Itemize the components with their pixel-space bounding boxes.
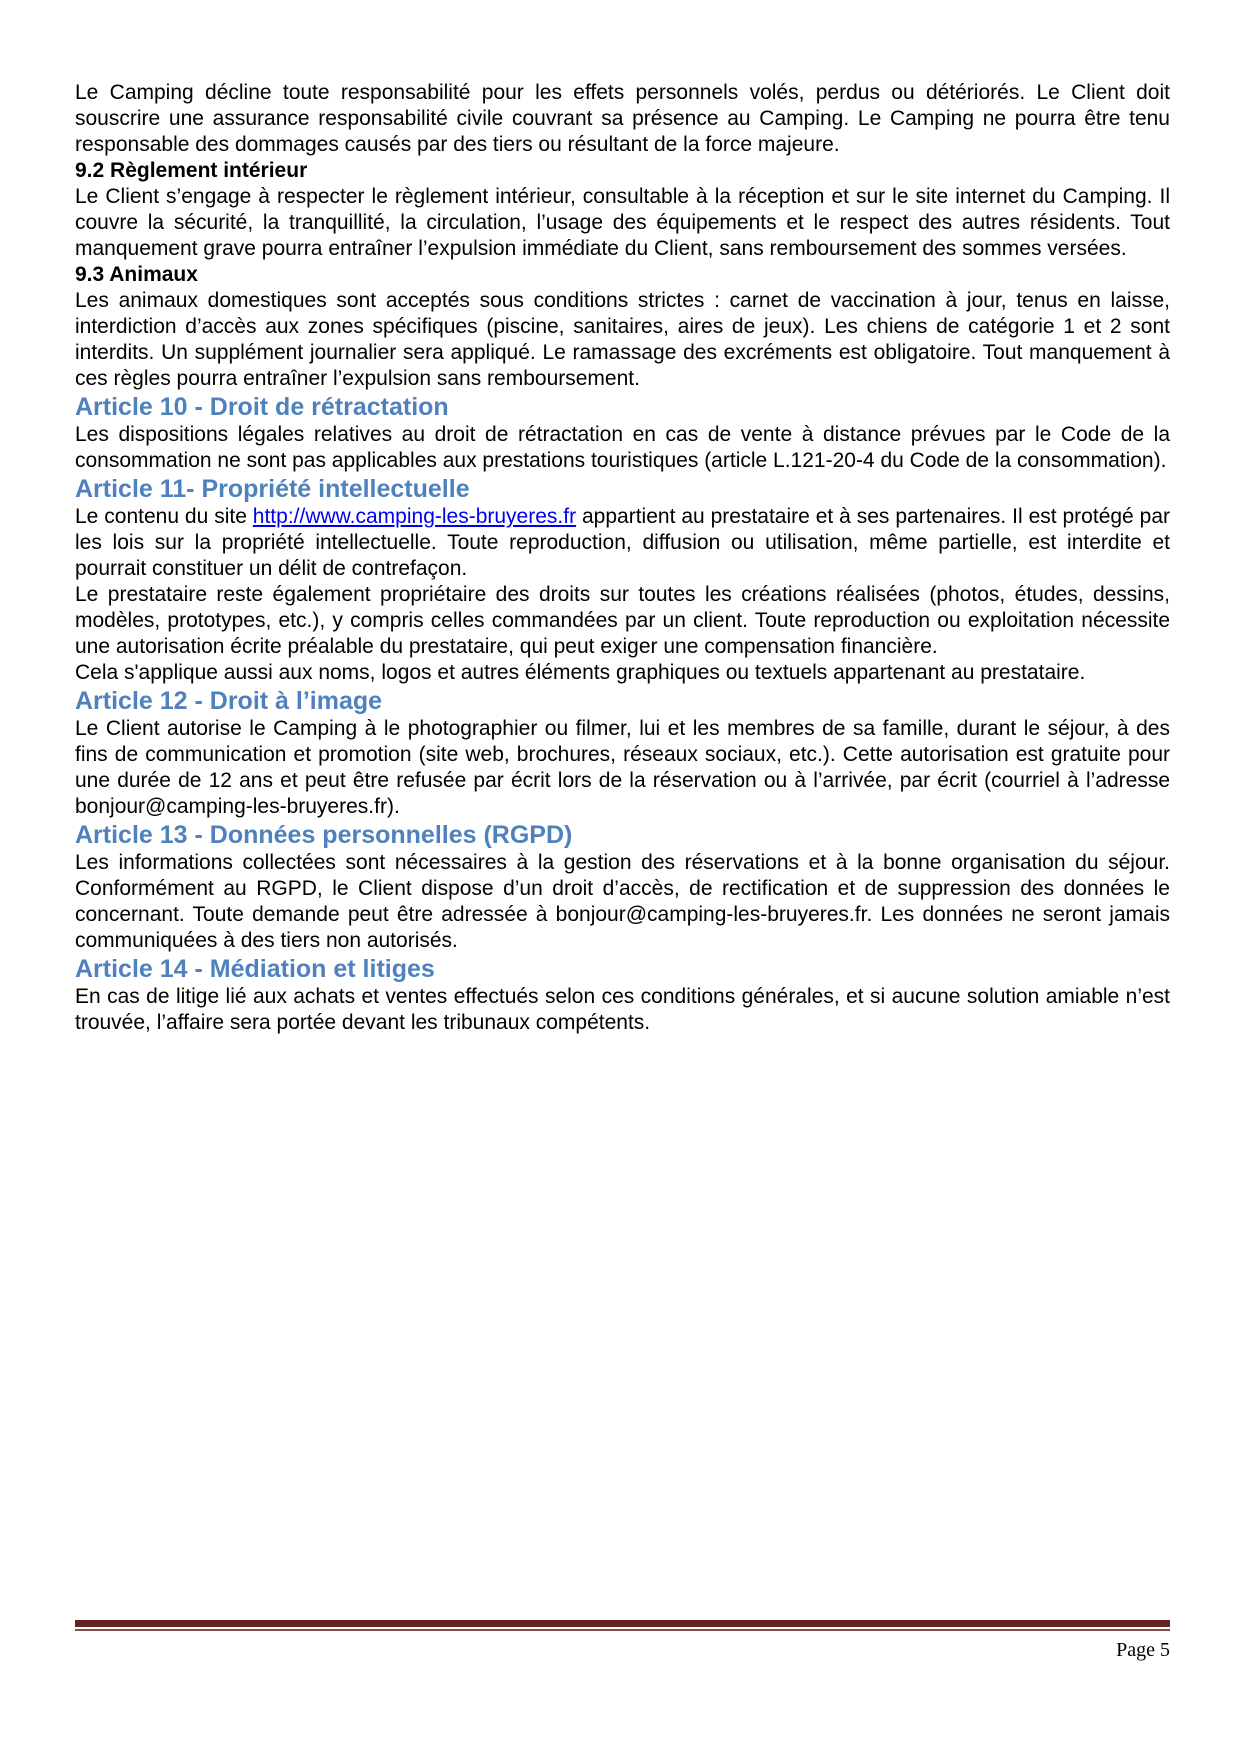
- paragraph-responsabilite: [75, 80, 1170, 158]
- paragraph-donnees-personnelles: [75, 850, 1170, 954]
- paragraph-reglement-interieur: [75, 184, 1170, 262]
- heading-article-10-droit-de-retractation: [75, 392, 1170, 422]
- text-run: Article 11- Propriété intellectuelle: [75, 475, 470, 503]
- heading-article-14-mediation-et-litiges: [75, 954, 1170, 984]
- paragraph-droit-a-l-image: [75, 716, 1170, 820]
- website-link[interactable]: http://www.camping-les-bruyeres.fr: [252, 505, 577, 528]
- footer-rule-thick: [75, 1620, 1170, 1627]
- paragraph-contenu-du-site: [75, 504, 1170, 582]
- heading-9-2-reglement-interieur: [75, 158, 1170, 184]
- heading-9-3-animaux: [75, 262, 1170, 288]
- text-run: appartient au prestataire et à ses partenaires. Il est protégé par les lois sur la propriété intellectuelle. Toute reproduction, diffusion ou utilisation, même partielle, est interdite et pourrait constituer un délit de contrefaçon.: [75, 505, 1170, 580]
- text-run: 9.3 Animaux: [75, 263, 198, 286]
- paragraph-animaux: [75, 288, 1170, 392]
- text-run: Article 14 - Médiation et litiges: [75, 955, 435, 983]
- text-run: Le prestataire reste également propriétaire des droits sur toutes les créations réalisées (photos, études, dessins, modèles, prototypes, etc.), y compris celles commandées par un client. Toute reproduction ou exploitation nécessite une autorisation écrite préalable du prestataire, qui peut exiger une compensation financière.: [75, 583, 1170, 658]
- text-run: Le contenu du site: [75, 505, 253, 528]
- text-run: En cas de litige lié aux achats et ventes effectués selon ces conditions générales, et si aucune solution amiable n’est trouvée, l’affaire sera portée devant les tribunaux compétents.: [75, 985, 1170, 1034]
- text-run: Le Client s’engage à respecter le règlement intérieur, consultable à la réception et sur le site internet du Camping. Il couvre la sécurité, la tranquillité, la circulation, l’usage des équipements et le respect des autres résidents. Tout manquement grave pourra entraîner l’expulsion immédiate du Client, sans remboursement des sommes versées.: [75, 185, 1170, 260]
- text-run: 9.2 Règlement intérieur: [75, 159, 308, 182]
- heading-article-11-propriete-intellectuelle: [75, 474, 1170, 504]
- text-run: Les informations collectées sont nécessaires à la gestion des réservations et à la bonne organisation du séjour. Conformément au RGPD, le Client dispose d’un droit d’accès, de rectification et de suppression des données le concernant. Toute demande peut être adressée à bonjour@camping-les-bruyeres.fr. Les données ne seront jamais communiquées à des tiers non autorisés.: [75, 851, 1170, 952]
- page-number: Page 5: [1116, 1639, 1170, 1661]
- paragraph-prestataire-proprietaire: [75, 582, 1170, 660]
- paragraph-mediation-et-litiges: [75, 984, 1170, 1036]
- page-footer: [75, 1620, 1170, 1662]
- document-body: [75, 80, 1170, 1036]
- text-run: Cela s'applique aussi aux noms, logos et autres éléments graphiques ou textuels appartenant au prestataire.: [75, 661, 1086, 684]
- heading-article-13-donnees-personnelles-rgpd: [75, 820, 1170, 850]
- footer-rule-thin: [75, 1629, 1170, 1631]
- text-run: Les animaux domestiques sont acceptés sous conditions strictes : carnet de vaccination à jour, tenus en laisse, interdiction d’accès aux zones spécifiques (piscine, sanitaires, aires de jeux). Les chiens de catégorie 1 et 2 sont interdits. Un supplément journalier sera appliqué. Le ramassage des excréments est obligatoire. Tout manquement à ces règles pourra entraîner l’expulsion sans remboursement.: [75, 289, 1170, 390]
- text-run: Article 12 - Droit à l’image: [75, 687, 383, 715]
- text-run: Article 13 - Données personnelles (RGPD): [75, 821, 573, 849]
- text-run: Le Client autorise le Camping à le photographier ou filmer, lui et les membres de sa famille, durant le séjour, à des fins de communication et promotion (site web, brochures, réseaux sociaux, etc.). Cette autorisation est gratuite pour une durée de 12 ans et peut être refusée par écrit lors de la réservation ou à l’arrivée, par écrit (courriel à l’adresse bonjour@camping-les-bruyeres.fr).: [75, 717, 1170, 818]
- paragraph-droit-de-retractation: [75, 422, 1170, 474]
- heading-article-12-droit-a-l-image: [75, 686, 1170, 716]
- text-run: Les dispositions légales relatives au droit de rétractation en cas de vente à distance prévues par le Code de la consommation ne sont pas applicables aux prestations touristiques (article L.121-20-4 du Code de la consommation).: [75, 423, 1170, 472]
- text-run: Le Camping décline toute responsabilité pour les effets personnels volés, perdus ou détériorés. Le Client doit souscrire une assurance responsabilité civile couvrant sa présence au Camping. Le Camping ne pourra être tenu responsable des dommages causés par des tiers ou résultant de la force majeure.: [75, 81, 1170, 156]
- text-run: Article 10 - Droit de rétractation: [75, 393, 449, 421]
- paragraph-noms-logos: [75, 660, 1170, 686]
